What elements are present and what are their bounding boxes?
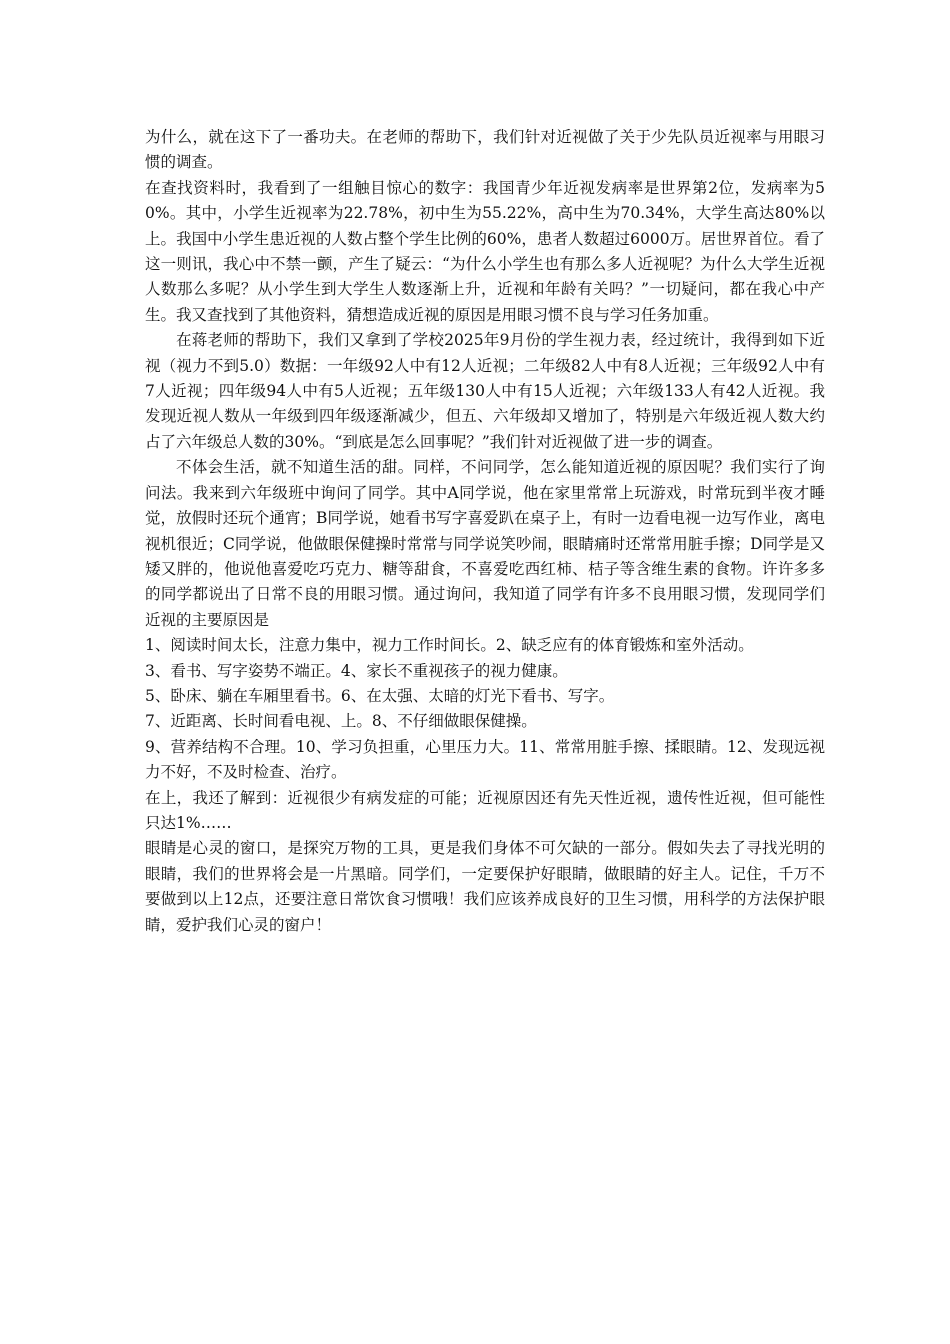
document-body [145, 125, 825, 938]
list-item-causes-9-12: 9、营养结构不合理。10、学习负担重，心里压力大。11、常常用脏手擦、揉眼睛。12、发现远视力不好，不及时检查、治疗。 [145, 737, 825, 782]
paragraph-conclusion: 眼睛是心灵的窗口，是探究万物的工具，更是我们身体不可欠缺的一部分。假如失去了寻找光明的眼睛，我们的世界将会是一片黑暗。同学们，一定要保护好眼睛，做眼睛的好主人。记住，千万不要做到以上12点，还要注意日常饮食习惯哦！我们应该养成良好的卫生习惯，用科学的方法保护眼睛，爱护我们心灵的窗户！ [145, 839, 825, 934]
list-item-causes-3-4: 3、看书、写字姿势不端正。4、家长不重视孩子的视力健康。 [145, 661, 568, 680]
paragraph-inquiry: 不体会生活，就不知道生活的甜。同样，不问同学，怎么能知道近视的原因呢？我们实行了询问法。我来到六年级班中询问了同学。其中A同学说，他在家里常常上玩游戏，时常玩到半夜才睡觉，放假时还玩个通宵；B同学说，她看书写字喜爱趴在桌子上，有时一边看电视一边写作业，离电视机很近；C同学说，他做眼保健操时常常与同学说笑吵闹，眼睛痛时还常常用脏手擦；D同学是又矮又胖的，他说他喜爱吃巧克力、糖等甜食，不喜爱吃西红柿、桔子等含维生素的食物。许许多多的同学都说出了日常不良的用眼习惯。通过询问，我知道了同学有许多不良用眼习惯，发现同学们近视的主要原因是 [145, 458, 825, 629]
list-item-causes-5-6: 5、卧床、躺在车厢里看书。6、在太强、太暗的灯光下看书、写字。 [145, 686, 615, 705]
list-item-causes-1-2: 1、阅读时间太长，注意力集中，视力工作时间长。2、缺乏应有的体育锻炼和室外活动。 [145, 636, 754, 655]
paragraph-further-findings: 在上，我还了解到：近视很少有病发症的可能；近视原因还有先天性近视，遗传性近视，但可能性只达1%…… [145, 788, 825, 832]
paragraph-statistics: 在查找资料时，我看到了一组触目惊心的数字：我国青少年近视发病率是世界第2位，发病率为50%。其中，小学生近视率为22.78%，初中生为55.22%，高中生为70.34%，大学生高达80%以上。我国中小学生患近视的人数占整个学生比例的60%，患者人数超过6000万。居世界首位。看了这一则讯，我心中不禁一颤，产生了疑云：“为什么小学生也有那么多人近视呢？为什么大学生近视人数那么多呢？从小学生到大学生人数逐渐上升，近视和年龄有关吗？”一切疑问，都在我心中产生。我又查找到了其他资料，猜想造成近视的原因是用眼习惯不良与学习任务加重。 [145, 178, 825, 324]
paragraph-school-survey: 在蒋老师的帮助下，我们又拿到了学校2025年9月份的学生视力表，经过统计，我得到如下近视（视力不到5.0）数据：一年级92人中有12人近视；二年级82人中有8人近视；三年级92人中有7人近视；四年级94人中有5人近视；五年级130人中有15人近视；六年级133人有42人近视。我发现近视人数从一年级到四年级逐渐减少，但五、六年级却又增加了，特别是六年级近视人数大约占了六年级总人数的30%。“到底是怎么回事呢？”我们针对近视做了进一步的调查。 [145, 331, 825, 451]
paragraph-intro: 为什么，就在这下了一番功夫。在老师的帮助下，我们针对近视做了关于少先队员近视率与用眼习惯的调查。 [145, 128, 825, 172]
list-item-causes-7-8: 7、近距离、长时间看电视、上。8、不仔细做眼保健操。 [145, 712, 537, 731]
